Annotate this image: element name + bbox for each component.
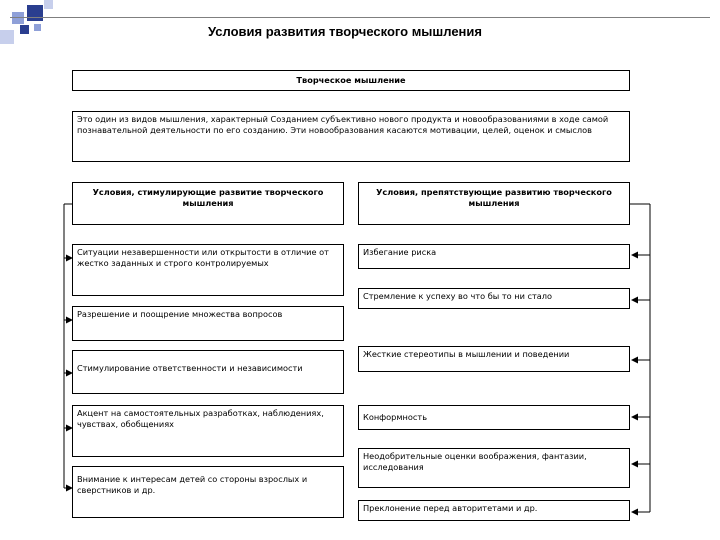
left-item-2 — [72, 306, 344, 341]
left-item-4 — [72, 405, 344, 457]
right-item-4 — [358, 405, 630, 430]
right-item-4-text: Конформность — [363, 412, 428, 422]
right-item-1 — [358, 244, 630, 269]
right-item-3 — [358, 346, 630, 372]
left-item-1-text: Ситуации незавершенности или открытости в отличие от жестко заданных и строго контролируемых — [77, 247, 329, 268]
definition-text: Это один из видов мышления, характерный Созданием субъективно нового продукта и новообразованиями в ходе самой познавательной деятельности по его созданию. Эти новообразования касаются мотивации, целей, оценок и смыслов — [77, 114, 609, 135]
right-item-5 — [358, 448, 630, 488]
right-item-1-text: Избегание риска — [363, 247, 437, 257]
right-item-2-text: Стремление к успеху во что бы то ни стало — [363, 291, 553, 301]
left-header-box — [72, 182, 344, 225]
right-item-6-text: Преклонение перед авторитетами и др. — [363, 503, 538, 513]
right-item-2 — [358, 288, 630, 309]
slide-title: Условия развития творческого мышления — [208, 24, 482, 39]
left-item-5-text: Внимание к интересам детей со стороны взрослых и сверстников и др. — [77, 474, 308, 495]
definition-box — [72, 111, 630, 162]
right-header-box — [358, 182, 630, 225]
right-item-6 — [358, 500, 630, 521]
left-item-2-text: Разрешение и поощрение множества вопросов — [77, 309, 283, 319]
left-item-4-text: Акцент на самостоятельных разработках, наблюдениях, чувствах, обобщениях — [77, 408, 324, 429]
root-box — [72, 70, 630, 91]
right-item-5-text: Неодобрительные оценки воображения, фантазии, исследования — [363, 451, 587, 472]
right-item-3-text: Жесткие стереотипы в мышлении и поведении — [363, 349, 570, 359]
left-header-text: Условия, стимулирующие развитие творческого мышления — [92, 187, 324, 208]
right-header-text: Условия, препятствующие развитию творческого мышления — [376, 187, 612, 208]
left-item-1 — [72, 244, 344, 296]
left-item-3 — [72, 350, 344, 394]
left-item-3-text: Стимулирование ответственности и независимости — [77, 363, 303, 373]
left-item-5 — [72, 466, 344, 518]
root-label: Творческое мышление — [296, 75, 406, 85]
